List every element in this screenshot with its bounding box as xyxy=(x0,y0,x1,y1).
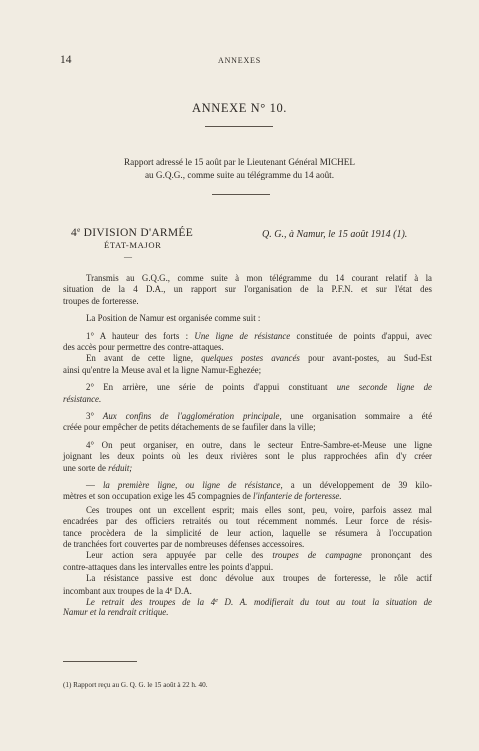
footnote: (1) Rapport reçu au G. Q. G. le 15 août à 22 h. 40. xyxy=(63,681,208,689)
body-line: de tranchées fort couvertes par de nombreuses défenses accessoires. xyxy=(63,539,305,549)
body-line: troupes de forteresse. xyxy=(63,295,139,306)
body-line: incombant aux troupes de la 4e D.A. xyxy=(63,585,192,596)
body-line: En avant de cette ligne, quelques postes avancés pour avant-postes, au Sud-Est xyxy=(86,353,432,364)
division-title: DIVISION D'ARMÉE xyxy=(80,227,194,239)
body-line: situation de la 4 D.A., un rapport sur l'organisation de la P.F.N. et sur l'état des xyxy=(63,284,432,295)
division-number-suffix: e xyxy=(77,226,81,234)
running-head: ANNEXES xyxy=(218,56,261,65)
division-heading xyxy=(71,226,193,239)
body-line: encadrées par des officiers retraités ou tout récemment nommés. Leur force de résis- xyxy=(63,516,432,527)
dateline: Q. G., à Namur, le 15 août 1914 (1). xyxy=(262,229,408,240)
division-dash: — xyxy=(124,252,132,261)
body-line: joignant les deux points où les deux rivières sont le plus rapprochées afin d'y créer xyxy=(63,451,432,462)
title-rule xyxy=(205,126,273,127)
body-line: contre-attaques dans les intervalles entre les points d'appui. xyxy=(63,561,274,572)
body-line: résistance. xyxy=(63,393,102,404)
intro-line-2: au G.Q.G., comme suite au télégramme du 14 août. xyxy=(144,170,335,180)
intro-rule xyxy=(212,194,270,195)
footnote-rule xyxy=(63,661,137,662)
body-line: des accès pour permettre des contre-attaques. xyxy=(63,342,224,352)
body-line: La résistance passive est donc dévolue aux troupes de forteresse, le rôle actif xyxy=(86,573,432,584)
body-line: Transmis au G.Q.G., comme suite à mon télégramme du 14 courant relatif à la xyxy=(86,273,432,283)
body-line: 4° On peut organiser, en outre, dans le secteur Entre-Sambre-et-Meuse une ligne xyxy=(86,439,432,450)
body-line: mètres et son occupation exige les 45 compagnies de l'infanterie de forteresse. xyxy=(63,491,342,502)
body-line: Leur action sera appuyée par celle des troupes de campagne prononçant des xyxy=(86,550,432,561)
intro-line-1: Rapport adressé le 15 août par le Lieutenant Général MICHEL xyxy=(124,157,355,167)
etat-major: ÉTAT-MAJOR xyxy=(104,240,162,250)
body-line: tance procèdera de la simplicité de leur action, laquelle se résumera à l'occupation xyxy=(63,527,432,538)
body-line: Ces troupes ont un excellent esprit; mais elles sont, peu, voire, parfois assez mal xyxy=(86,504,432,515)
division-number: 4 xyxy=(71,227,78,239)
body-line: 2° En arrière, une série de points d'appui constituant une seconde ligne de xyxy=(86,382,432,393)
body-line: ainsi qu'entre la Meuse aval et la ligne Namur-Eghezée; xyxy=(63,364,262,375)
body-line: — la première ligne, ou ligne de résistance, a un développement de 39 kilo- xyxy=(86,480,433,490)
body-line: La Position de Namur est organisée comme suit : xyxy=(86,313,261,324)
body-line: 3° Aux confins de l'agglomération principale, une organisation sommaire a été xyxy=(86,411,433,421)
annexe-title: ANNEXE N° 10. xyxy=(191,101,288,115)
body-line: 1° A hauteur des forts : Une ligne de résistance constituée de points d'appui, avec xyxy=(86,330,432,341)
body-line: Le retrait des troupes de la 4e D. A. modifierait du tout au tout la situation de xyxy=(86,597,433,607)
body-line: une sorte de réduit; xyxy=(63,462,133,473)
body-line: créée pour empêcher de petits détachements de se faufiler dans la ville; xyxy=(63,422,316,433)
page-number: 14 xyxy=(60,54,72,66)
body-line: Namur et la rendrait critique. xyxy=(63,607,169,618)
